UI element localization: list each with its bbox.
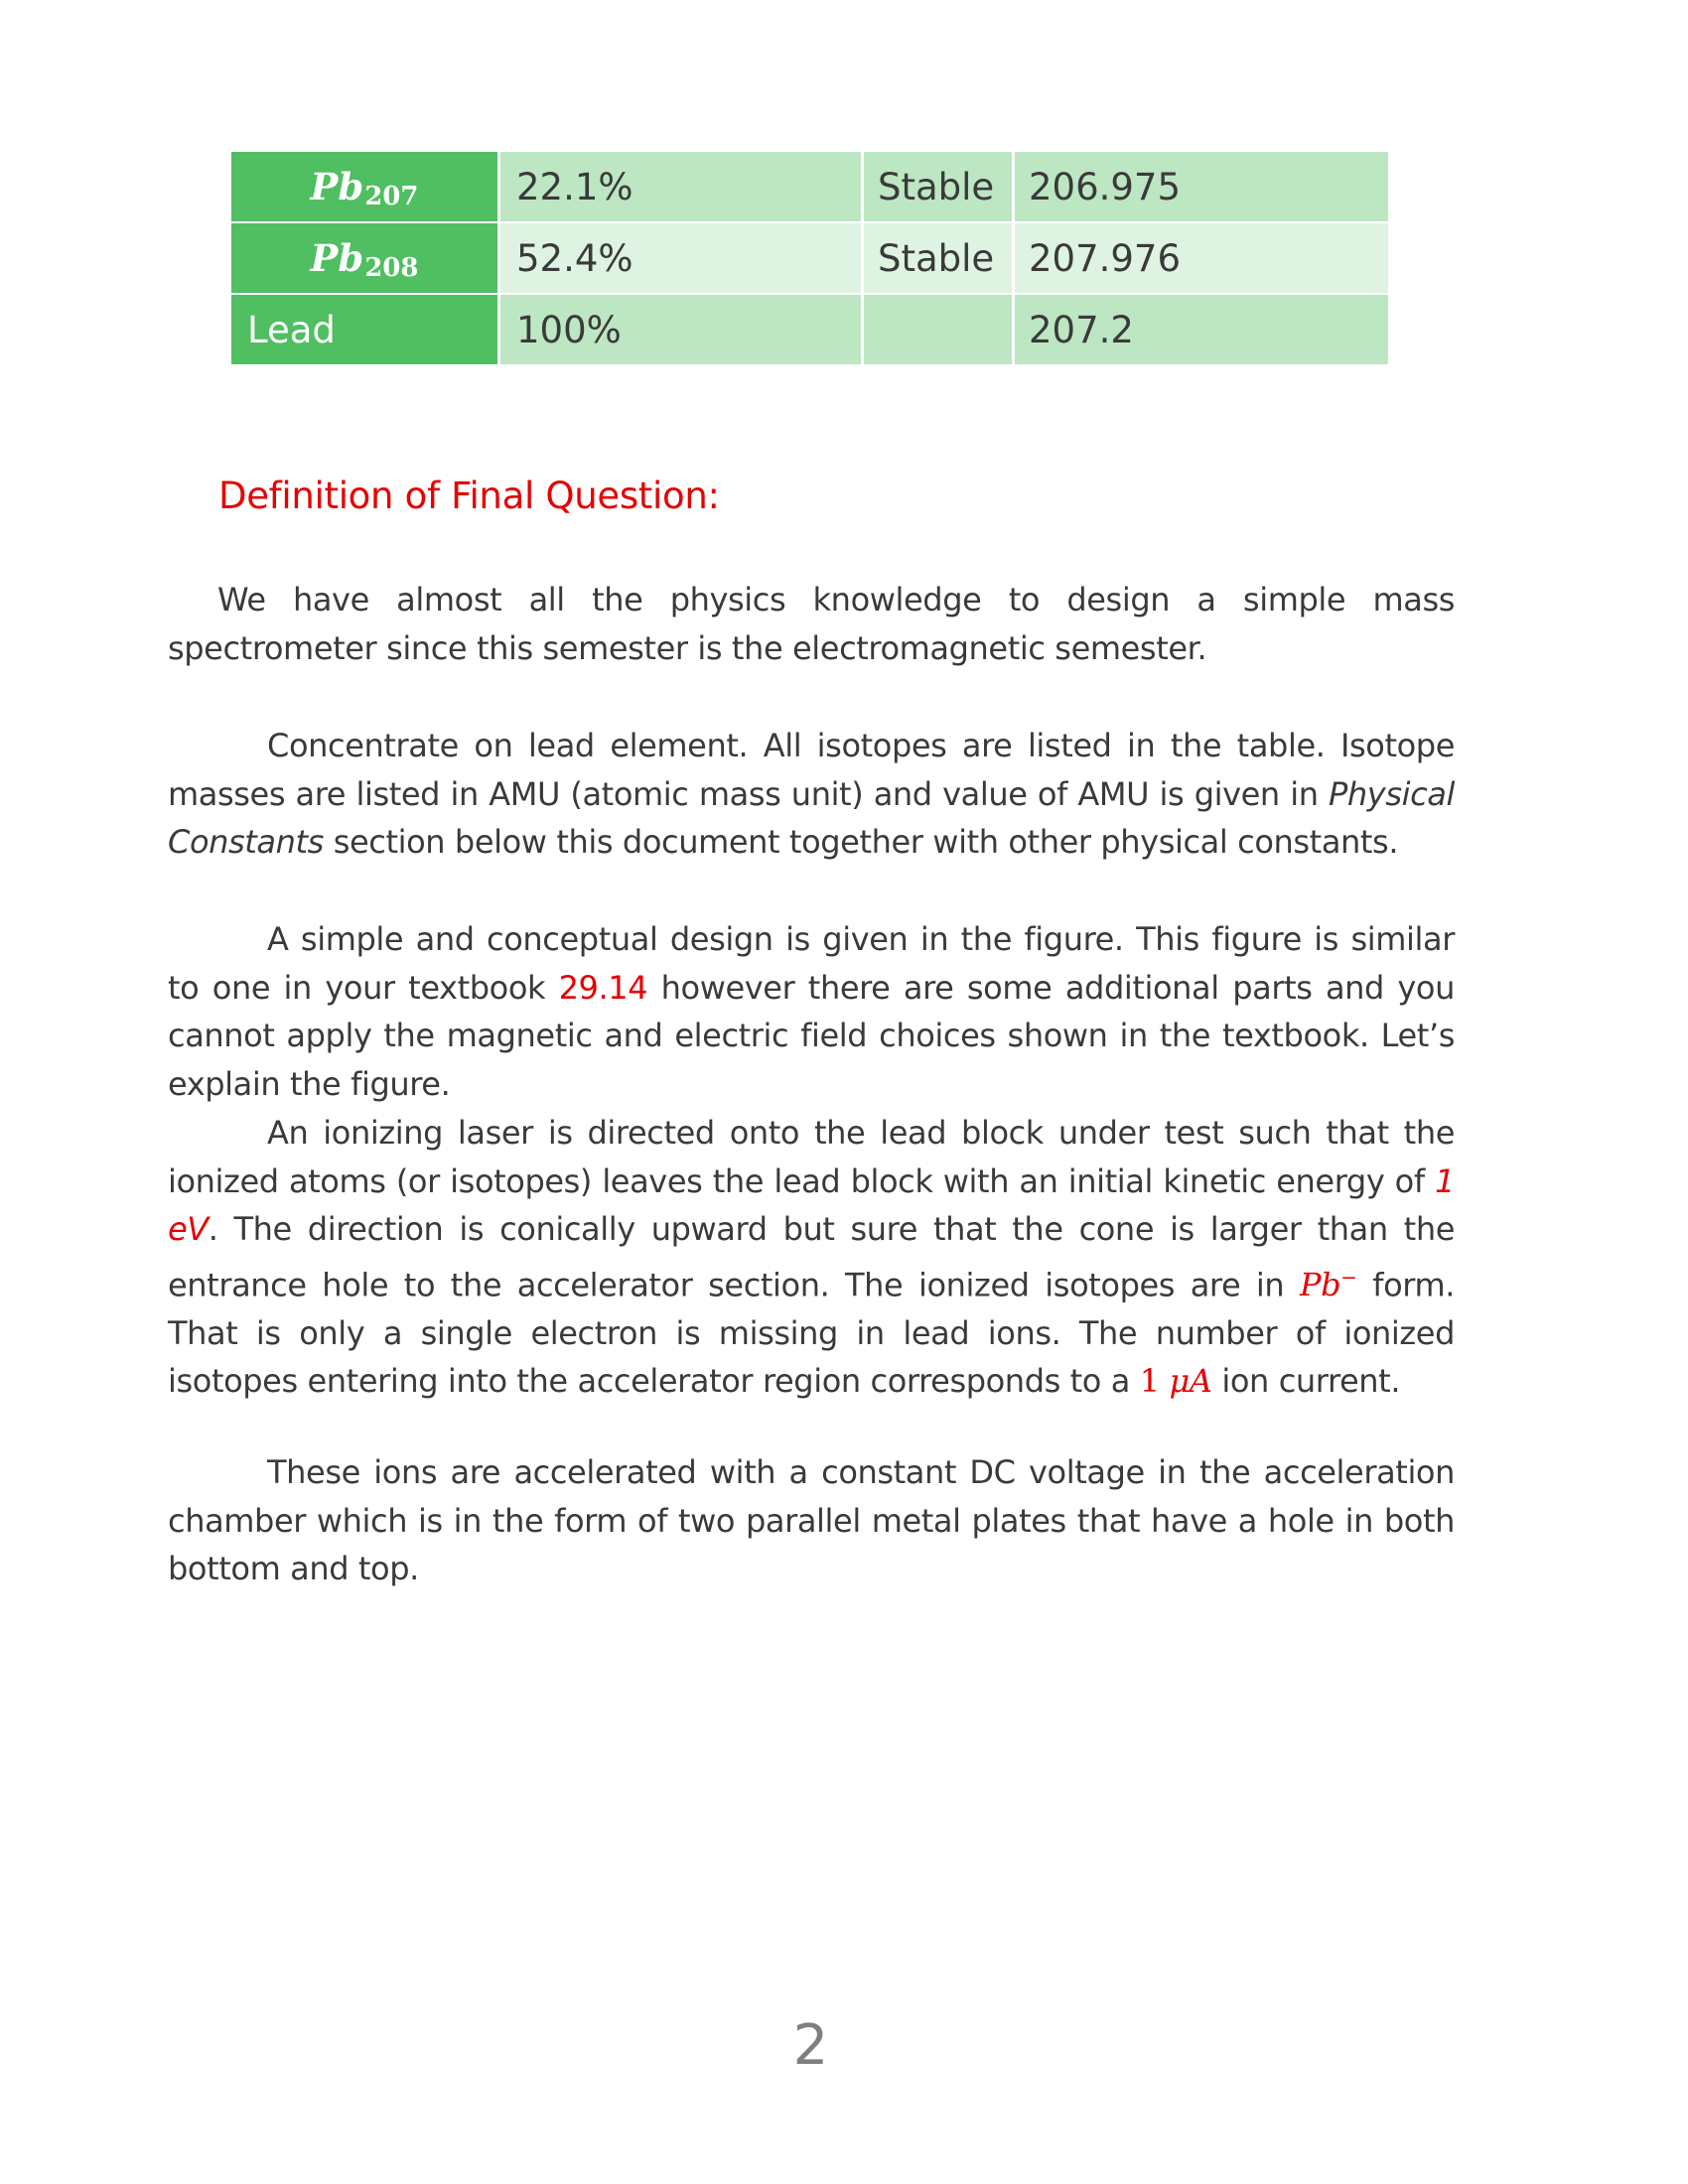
paragraph-text: Concentrate on lead element. All isotopes are listed in the table. Isotope masses are listed in AMU (atomic mass unit) and value of AMU is given in [168, 727, 1455, 813]
element-symbol: Pb [310, 165, 364, 208]
mass-cell: 207.976 [1015, 223, 1388, 293]
stability-cell [864, 295, 1012, 364]
paragraph-lead-element [168, 722, 1455, 867]
current-number: 1 [1139, 1362, 1160, 1401]
page-number: 2 [792, 2013, 829, 2078]
paragraph-acceleration [168, 1448, 1455, 1593]
ion-element: Pb [1299, 1266, 1341, 1304]
mass-number-subscript: 208 [364, 253, 419, 283]
physical-constants-reference: Physical Constants [168, 774, 1455, 861]
paragraph-text: however there are some additional parts and you cannot apply the magnetic and electric field choices shown in the textbook. Let’s explain the figure. [168, 968, 1455, 1103]
paragraph-text: A simple and conceptual design is given in the figure. This figure is similar to one in your textbook [168, 920, 1455, 1007]
paragraph-text: We have almost all the physics knowledge to design a simple mass spectrometer since this semester is the electromagnetic semester. [168, 581, 1455, 667]
table-row [231, 295, 1391, 364]
paragraph-text: section below this document together with other physical constants. [323, 823, 1399, 861]
mass-number-subscript: 207 [364, 182, 419, 211]
element-symbol: Pb [310, 236, 364, 280]
stability-cell: Stable [864, 223, 1012, 293]
paragraph-text: . The direction is conically upward but sure that the cone is larger than the entrance hole to the accelerator section. The ionized isotopes are in [168, 1210, 1455, 1304]
mass-cell: 207.2 [1015, 295, 1388, 364]
abundance-cell: 52.4% [500, 223, 861, 293]
paragraph-ionizing-laser [168, 1109, 1455, 1406]
table-row [231, 223, 1391, 293]
isotope-symbol-cell [231, 223, 497, 293]
abundance-cell: 22.1% [500, 152, 861, 221]
kinetic-energy-value: 1 eV [168, 1161, 1455, 1248]
abundance-cell: 100% [500, 295, 861, 364]
paragraph-figure [168, 915, 1455, 1108]
isotope-table [231, 152, 1391, 366]
paragraph-text: ion current. [1211, 1362, 1401, 1401]
current-unit: μA [1169, 1362, 1212, 1401]
paragraph-text: form. That is only a single electron is missing in lead ions. The number of ionized isotopes entering into the accelerator region corresponds to a [168, 1266, 1455, 1401]
table-row [231, 152, 1391, 221]
stability-cell: Stable [864, 152, 1012, 221]
ion-charge-superscript: − [1340, 1265, 1357, 1290]
element-name-cell: Lead [231, 295, 497, 364]
ion-symbol [1300, 1266, 1357, 1303]
textbook-figure-reference: 29.14 [558, 968, 648, 1007]
paragraph-text: An ionizing laser is directed onto the lead block under test such that the ionized atoms (or isotopes) leaves the lead block with an initial kinetic energy of [168, 1114, 1455, 1200]
isotope-symbol-cell [231, 152, 497, 221]
paragraph-text: These ions are accelerated with a constant DC voltage in the acceleration chamber which is in the form of two parallel metal plates that have a hole in both bottom and top. [168, 1453, 1455, 1587]
mass-cell: 206.975 [1015, 152, 1388, 221]
paragraph-intro [168, 576, 1455, 672]
ion-current-value [1140, 1362, 1212, 1400]
section-heading: Definition of Final Question: [218, 475, 720, 517]
